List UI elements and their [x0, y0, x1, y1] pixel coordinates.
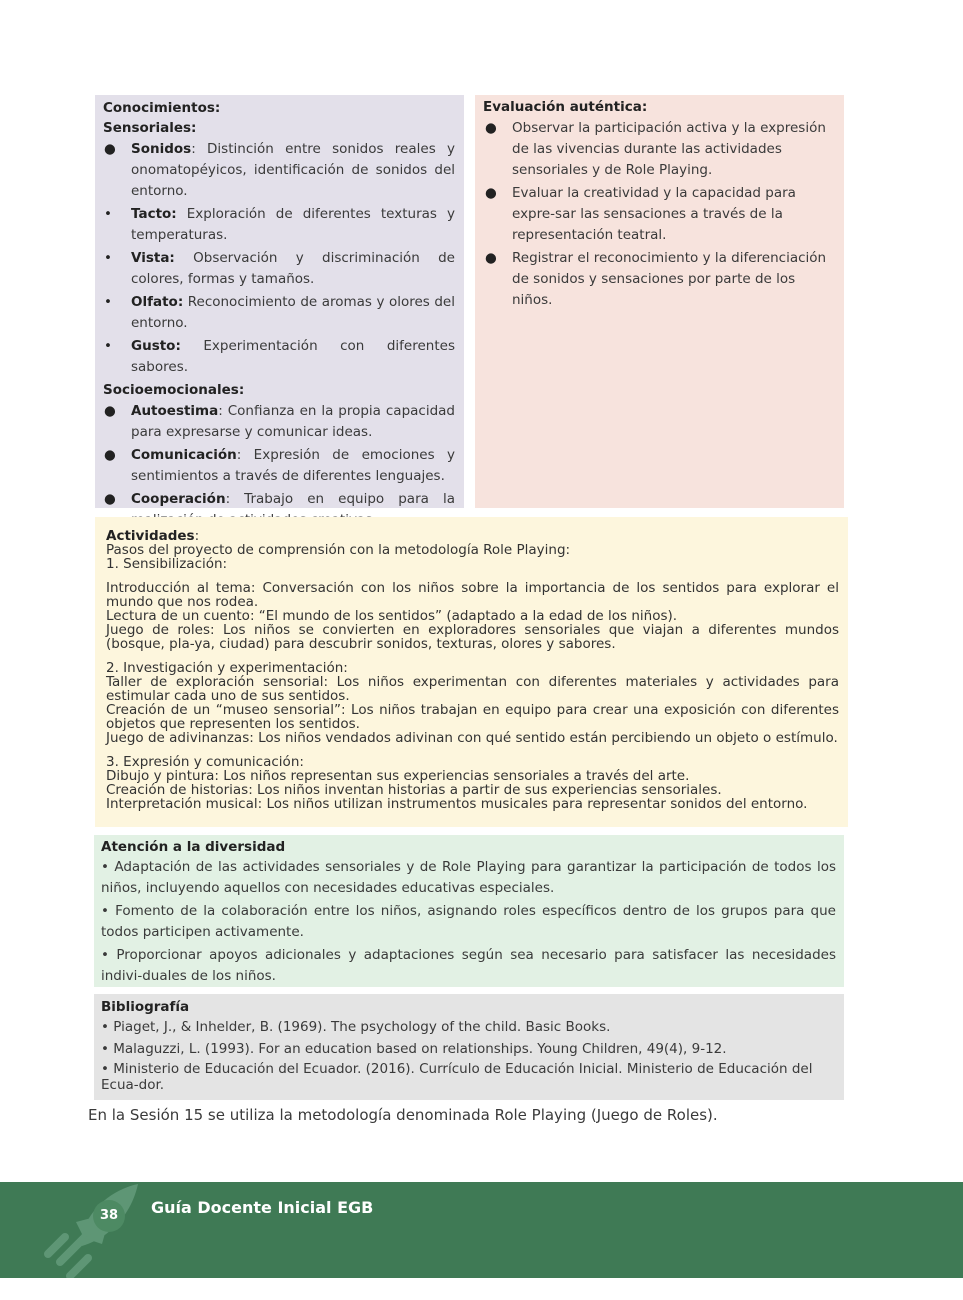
evaluacion-list: [483, 118, 835, 311]
step-title: 2. Investigación y experimentación:: [106, 660, 348, 676]
sensoriales-heading: Sensoriales:: [103, 120, 197, 136]
socioemocionales-heading: Socioemocionales:: [103, 382, 245, 398]
evaluacion-heading: Evaluación auténtica:: [483, 99, 648, 115]
atencion-heading: Atención a la diversidad: [101, 839, 286, 855]
bullet-icon: ●: [485, 120, 497, 136]
list-item: • Ministerio de Educación del Ecuador. (2016). Currículo de Educación Inicial. Ministerio de Educación del Ecua-dor.: [101, 1061, 813, 1093]
activity-line: Juego de roles: Los niños se convierten en exploradores sensoriales que viajan a diferentes mundos (bosque, pla-ya, ciudad) para descubrir sonidos, texturas, olores y sabores.: [106, 622, 839, 652]
activity-line: Creación de un “museo sensorial”: Los niños trabajan en equipo para crear una exposición con diferentes objetos que representen los sentidos.: [106, 702, 839, 732]
list-item: • Olfato: Reconocimiento de aromas y olores del entorno.: [104, 294, 455, 331]
activity-line: Juego de adivinanzas: Los niños vendados adivinan con qué sentido están percibiendo un objeto o estímulo.: [106, 730, 838, 746]
conocimientos-heading: Conocimientos:: [103, 100, 221, 116]
bibliografia-panel: [94, 994, 844, 1100]
list-item: ● Registrar el reconocimiento y la diferenciación de sonidos y sensaciones por parte de los niños.: [485, 250, 827, 308]
step-title: 3. Expresión y comunicación:: [106, 754, 304, 770]
list-item: ● Sonidos: Distinción entre sonidos reales y onomatopéyicos, identificación de sonidos del entorno.: [104, 141, 455, 199]
bullet-icon: •: [104, 206, 112, 222]
bullet-icon: •: [104, 294, 112, 310]
bullet-icon: ●: [104, 403, 116, 419]
list-item: • Proporcionar apoyos adicionales y adaptaciones según sea necesario para satisfacer las necesidades indivi-duales de los niños.: [101, 947, 836, 984]
actividades-panel: [95, 517, 848, 827]
activity-line: Introducción al tema: Conversación con los niños sobre la importancia de los sentidos para explorar el mundo que nos rodea.: [106, 580, 839, 610]
list-item: ● Observar la participación activa y la expresión de las vivencias durante las actividades sensoriales y de Role Playing.: [485, 120, 826, 178]
rocket-icon: [40, 1182, 140, 1278]
atencion-panel: [94, 835, 844, 987]
list-item: • Tacto: Exploración de diferentes texturas y temperaturas.: [104, 206, 455, 243]
list-item: • Fomento de la colaboración entre los niños, asignando roles específicos dentro de los grupos para que todos participen activamente.: [101, 903, 836, 940]
list-item: • Gusto: Experimentación con diferentes sabores.: [104, 338, 455, 375]
list-item: • Vista: Observación y discriminación de colores, formas y tamaños.: [104, 250, 455, 287]
conocimientos-panel: [95, 95, 464, 508]
list-item: ● Cooperación: Trabajo en equipo para la: [103, 489, 455, 531]
socioemocionales-list: [103, 401, 455, 531]
bullet-icon: •: [104, 250, 112, 266]
activity-line: Dibujo y pintura: Los niños representan sus experiencias sensoriales a través del arte.: [106, 768, 690, 784]
evaluacion-panel: [475, 95, 844, 508]
list-item: ● Comunicación: Expresión de emociones y sentimientos a través de diferentes lenguajes.: [104, 447, 455, 484]
bullet-icon: ●: [104, 491, 116, 507]
bibliografia-heading: Bibliografía: [101, 999, 190, 1015]
page-number: 38: [93, 1200, 125, 1232]
page-footer: [0, 1182, 963, 1278]
activity-line: Lectura de un cuento: “El mundo de los sentidos” (adaptado a la edad de los niños).: [106, 608, 678, 624]
list-item: • Malaguzzi, L. (1993). For an education based on relationships. Young Children, 49(4), 9-12.: [101, 1041, 727, 1057]
activity-line: Creación de historias: Los niños inventan historias a partir de sus experiencias sensoriales.: [106, 782, 722, 798]
bullet-icon: ●: [104, 141, 116, 157]
bullet-icon: ●: [485, 250, 497, 266]
session-note: En la Sesión 15 se utiliza la metodología denominada Role Playing (Juego de Roles).: [88, 1106, 718, 1124]
sensoriales-list: [103, 139, 455, 378]
step-title: 1. Sensibilización:: [106, 556, 228, 572]
bullet-icon: ●: [104, 447, 116, 463]
actividades-heading: Actividades:: [106, 528, 200, 544]
list-item: • Adaptación de las actividades sensoriales y de Role Playing para garantizar la participación de todos los niños, incluyendo aquellos con necesidades educativas especiales.: [101, 859, 836, 896]
list-item: ● Autoestima: Confianza en la propia capacidad para expresarse y comunicar ideas.: [104, 403, 455, 440]
bullet-icon: •: [104, 338, 112, 354]
activity-line: Taller de exploración sensorial: Los niños experimentan con diferentes materiales y actividades para estimular cada uno de sus sentidos.: [106, 674, 839, 704]
actividades-intro: Pasos del proyecto de comprensión con la metodología Role Playing:: [106, 542, 571, 558]
list-item: • Piaget, J., & Inhelder, B. (1969). The psychology of the child. Basic Books.: [101, 1019, 611, 1035]
guide-title: Guía Docente Inicial EGB: [151, 1198, 374, 1217]
list-item: ● Evaluar la creatividad y la capacidad para expre-sar las sensaciones a través de la representación teatral.: [485, 185, 796, 243]
activity-line: Interpretación musical: Los niños utilizan instrumentos musicales para representar sonidos del entorno.: [106, 796, 808, 812]
bullet-icon: ●: [485, 185, 497, 201]
